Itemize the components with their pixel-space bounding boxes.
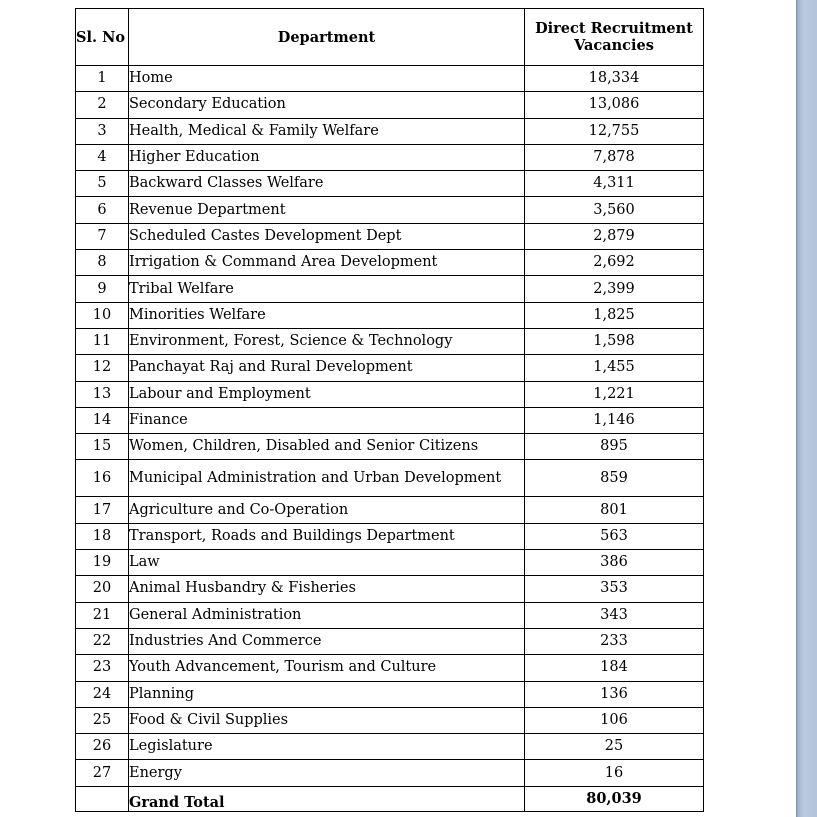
table-row [76, 655, 704, 681]
row-vacancies: 2,879 [525, 223, 704, 249]
row-vacancies: 1,455 [525, 355, 704, 381]
row-department: Backward Classes Welfare [129, 171, 525, 197]
row-sl-no: 7 [76, 223, 129, 249]
row-vacancies: 3,560 [525, 197, 704, 223]
table-row [76, 144, 704, 170]
table-row [76, 734, 704, 760]
row-vacancies: 4,311 [525, 171, 704, 197]
row-department: Women, Children, Disabled and Senior Citizens [129, 434, 525, 460]
row-sl-no: 9 [76, 276, 129, 302]
header-sl-no: Sl. No [76, 9, 129, 66]
grand-total-sl [76, 786, 129, 811]
row-vacancies: 1,598 [525, 328, 704, 354]
row-sl-no: 25 [76, 707, 129, 733]
row-sl-no: 22 [76, 628, 129, 654]
table-row [76, 550, 704, 576]
table-row [76, 355, 704, 381]
row-department: Youth Advancement, Tourism and Culture [129, 655, 525, 681]
table-row [76, 197, 704, 223]
row-department: Finance [129, 407, 525, 433]
row-vacancies: 13,086 [525, 92, 704, 118]
table-header-row [76, 9, 704, 66]
table-body [76, 66, 704, 787]
table-row [76, 434, 704, 460]
table-row [76, 171, 704, 197]
table-row [76, 302, 704, 328]
row-sl-no: 6 [76, 197, 129, 223]
row-vacancies: 12,755 [525, 118, 704, 144]
table-row [76, 250, 704, 276]
row-department: Secondary Education [129, 92, 525, 118]
table-row [76, 381, 704, 407]
table-row [76, 707, 704, 733]
row-sl-no: 8 [76, 250, 129, 276]
row-department: Tribal Welfare [129, 276, 525, 302]
row-vacancies: 801 [525, 497, 704, 523]
grand-total-value: 80,039 [525, 786, 704, 811]
row-department: Health, Medical & Family Welfare [129, 118, 525, 144]
row-sl-no: 14 [76, 407, 129, 433]
row-sl-no: 5 [76, 171, 129, 197]
table-row [76, 407, 704, 433]
row-department: Transport, Roads and Buildings Department [129, 523, 525, 549]
row-sl-no: 26 [76, 734, 129, 760]
row-vacancies: 2,399 [525, 276, 704, 302]
row-vacancies: 2,692 [525, 250, 704, 276]
row-department: Legislature [129, 734, 525, 760]
row-department: Agriculture and Co-Operation [129, 497, 525, 523]
row-sl-no: 12 [76, 355, 129, 381]
row-department: Labour and Employment [129, 381, 525, 407]
row-sl-no: 1 [76, 66, 129, 92]
table-row [76, 602, 704, 628]
row-department: Scheduled Castes Development Dept [129, 223, 525, 249]
row-sl-no: 2 [76, 92, 129, 118]
table-row [76, 497, 704, 523]
row-vacancies: 1,146 [525, 407, 704, 433]
row-vacancies: 136 [525, 681, 704, 707]
row-vacancies: 25 [525, 734, 704, 760]
row-sl-no: 23 [76, 655, 129, 681]
row-sl-no: 4 [76, 144, 129, 170]
row-sl-no: 20 [76, 576, 129, 602]
row-department: Irrigation & Command Area Development [129, 250, 525, 276]
row-vacancies: 343 [525, 602, 704, 628]
row-sl-no: 21 [76, 602, 129, 628]
grand-total-label: Grand Total [129, 786, 525, 811]
row-vacancies: 386 [525, 550, 704, 576]
table-row [76, 66, 704, 92]
row-department: Panchayat Raj and Rural Development [129, 355, 525, 381]
table-row [76, 223, 704, 249]
row-vacancies: 563 [525, 523, 704, 549]
row-sl-no: 10 [76, 302, 129, 328]
row-department: General Administration [129, 602, 525, 628]
table-row [76, 576, 704, 602]
row-department: Law [129, 550, 525, 576]
row-vacancies: 1,825 [525, 302, 704, 328]
row-sl-no: 15 [76, 434, 129, 460]
table-row [76, 523, 704, 549]
row-sl-no: 11 [76, 328, 129, 354]
row-department: Home [129, 66, 525, 92]
header-vacancies: Direct Recruitment Vacancies [525, 9, 704, 66]
row-department: Industries And Commerce [129, 628, 525, 654]
table-row [76, 460, 704, 497]
table-row [76, 681, 704, 707]
row-vacancies: 16 [525, 760, 704, 786]
table-row [76, 118, 704, 144]
row-department: Energy [129, 760, 525, 786]
row-sl-no: 19 [76, 550, 129, 576]
row-department: Minorities Welfare [129, 302, 525, 328]
window-gutter [796, 0, 817, 817]
row-vacancies: 184 [525, 655, 704, 681]
row-vacancies: 7,878 [525, 144, 704, 170]
table-row [76, 92, 704, 118]
row-department: Higher Education [129, 144, 525, 170]
table-row [76, 276, 704, 302]
row-vacancies: 353 [525, 576, 704, 602]
table-row [76, 328, 704, 354]
row-department: Food & Civil Supplies [129, 707, 525, 733]
row-department: Planning [129, 681, 525, 707]
vacancies-table [75, 8, 704, 812]
row-department: Revenue Department [129, 197, 525, 223]
row-vacancies: 106 [525, 707, 704, 733]
row-sl-no: 17 [76, 497, 129, 523]
row-vacancies: 1,221 [525, 381, 704, 407]
row-department: Animal Husbandry & Fisheries [129, 576, 525, 602]
grand-total-row [76, 786, 704, 811]
header-department: Department [129, 9, 525, 66]
row-sl-no: 3 [76, 118, 129, 144]
row-sl-no: 13 [76, 381, 129, 407]
row-sl-no: 16 [76, 460, 129, 497]
row-department: Municipal Administration and Urban Development [129, 460, 525, 497]
table-row [76, 628, 704, 654]
row-sl-no: 18 [76, 523, 129, 549]
row-vacancies: 859 [525, 460, 704, 497]
row-vacancies: 18,334 [525, 66, 704, 92]
table-row [76, 760, 704, 786]
row-sl-no: 27 [76, 760, 129, 786]
row-department: Environment, Forest, Science & Technology [129, 328, 525, 354]
row-vacancies: 895 [525, 434, 704, 460]
row-vacancies: 233 [525, 628, 704, 654]
row-sl-no: 24 [76, 681, 129, 707]
